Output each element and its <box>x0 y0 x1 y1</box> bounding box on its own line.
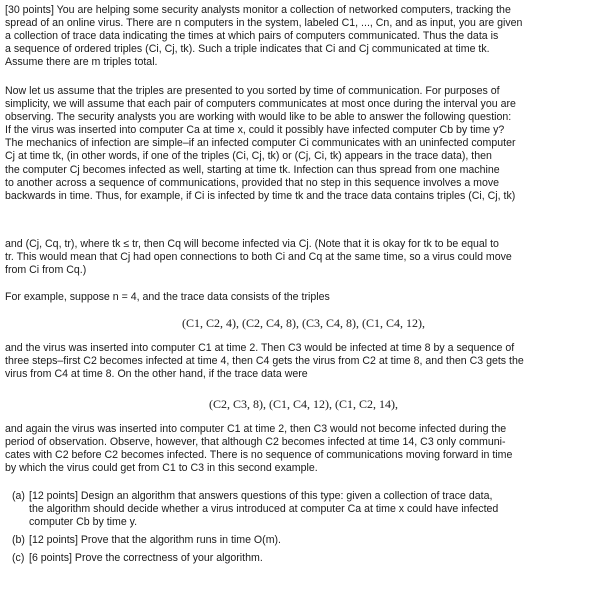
text-line: period of observation. Observe, however, that although C2 becomes infected at time 14, C3 only communi- <box>5 436 506 449</box>
part-label: (c) <box>12 552 25 565</box>
trace-data-equation-2: (C2, C3, 8), (C1, C4, 12), (C1, C2, 14), <box>209 397 398 411</box>
question-part-b <box>12 534 600 547</box>
text-line: computer Cb by time y. <box>29 516 138 529</box>
question-part-a <box>12 490 600 529</box>
problem-mechanics-paragraph <box>5 85 602 203</box>
text-line: a sequence of ordered triples (Ci, Cj, tk). Such a triple indicates that Ci and Cj communicated at time tk. <box>5 43 490 56</box>
text-line: [30 points] You are helping some security analysts monitor a collection of networked computers, tracking the <box>5 4 511 16</box>
text-line: [12 points] Design an algorithm that answers questions of this type: given a collection of trace data, <box>29 490 493 502</box>
text-line: by which the virus could get from C1 to C3 in this second example. <box>5 462 318 475</box>
text-line: [6 points] Prove the correctness of your algorithm. <box>29 552 263 565</box>
question-parts-list <box>12 490 600 570</box>
text-line: Cj at time tk, (in other words, if one of the triples (Ci, Cj, tk) or (Cj, Ci, tk) appears in the trace data), then <box>5 150 492 163</box>
text-line: to another across a sequence of communications, provided that no step in this sequence involves a move <box>5 176 500 189</box>
text-line: Now let us assume that the triples are presented to you sorted by time of communication. For purposes of <box>5 85 500 97</box>
text-line: [12 points] Prove that the algorithm runs in time O(m). <box>29 534 281 547</box>
text-line: virus from C4 at time 8. On the other hand, if the trace data were <box>5 368 308 381</box>
example-explanation-paragraph <box>5 342 602 381</box>
trace-data-equation-1: (C1, C2, 4), (C2, C4, 8), (C3, C4, 8), (C1, C4, 12), <box>182 316 425 330</box>
part-label: (b) <box>12 534 25 547</box>
text-line: a collection of trace data indicating the times at which pairs of computers communicated. Thus the data is <box>5 30 499 43</box>
text-line: backwards in time. Thus, for example, if Ci is infected by time tk and the trace data contains triples (Ci, Cj, tk) <box>5 189 516 202</box>
part-label: (a) <box>12 490 25 502</box>
text-line: tr. This would mean that Cj had open connections to both Ci and Cq at the same time, so a virus could move <box>5 251 512 264</box>
example-intro-text: For example, suppose n = 4, and the trace data consists of the triples <box>5 291 330 303</box>
text-line: and again the virus was inserted into computer C1 at time 2, then C3 would not become infected during the <box>5 423 507 435</box>
question-part-c <box>12 552 600 565</box>
text-line: cates with C2 before C2 becomes infected. There is no sequence of communications moving forward in time <box>5 449 513 462</box>
text-line: observing. The security analysts you are working with would like to be able to answer the following question: <box>5 111 512 124</box>
text-line: Assume there are m triples total. <box>5 56 158 69</box>
text-line: and the virus was inserted into computer C1 at time 2. Then C3 would be infected at time 8 by a sequence of <box>5 342 515 354</box>
text-line: spread of an online virus. There are n computers in the system, labeled C1, ..., Cn, and as input, you are given <box>5 17 523 30</box>
problem-intro-paragraph <box>5 4 602 69</box>
text-line: and (Cj, Cq, tr), where tk ≤ tr, then Cq will become infected via Cj. (Note that it is okay for tk to be equal to <box>5 238 499 250</box>
text-line: If the virus was inserted into computer Ca at time x, could it possibly have infected computer Cb by time y? <box>5 124 505 137</box>
text-line: three steps–first C2 becomes infected at time 4, then C4 gets the virus from C2 at time 8, and then C3 gets the <box>5 355 524 368</box>
text-line: simplicity, we will assume that each pair of computers communicates at most once during the interval you are <box>5 98 516 111</box>
counterexample-paragraph <box>5 423 602 475</box>
text-line: the algorithm should decide whether a virus introduced at computer Ca at time x could have infected <box>29 503 499 516</box>
text-line: the computer Cj becomes infected as well, starting at time tk. Infection can thus spread from one machine <box>5 163 500 176</box>
text-line: The mechanics of infection are simple–if an infected computer Ci communicates with an uninfected computer <box>5 137 516 150</box>
text-line: from Ci from Cq.) <box>5 264 87 277</box>
problem-note-paragraph <box>5 238 602 277</box>
